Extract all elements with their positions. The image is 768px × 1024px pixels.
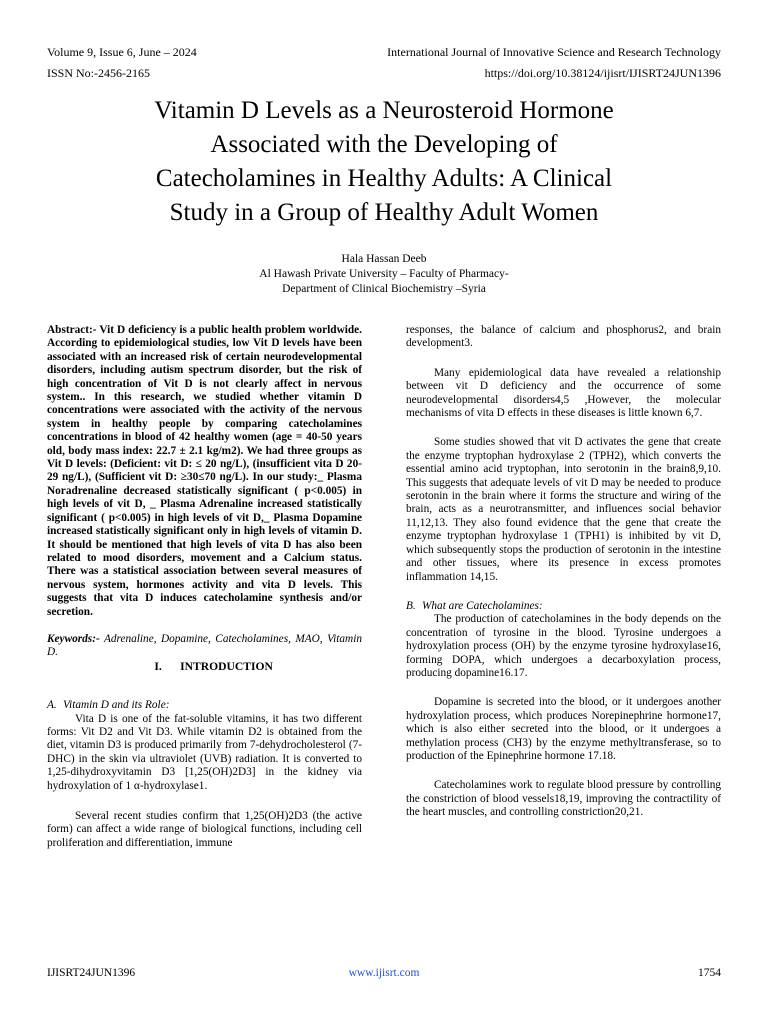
title-line: Catecholamines in Healthy Adults: A Clinical <box>155 165 613 192</box>
footer-paper-id: IJISRT24JUN1396 <box>47 967 136 979</box>
page-number: 1754 <box>698 967 721 979</box>
subsection-heading-vitamin-d <box>47 699 362 712</box>
paper-title <box>40 94 728 230</box>
doi-link[interactable]: https://doi.org/10.38124/ijisrt/IJISRT24JUN1396 <box>484 66 721 80</box>
paragraph: Catecholamines work to regulate blood pressure by controlling the constriction of blood vessels18,19, improving the contractility of the heart muscles, and controlling constriction20,21. <box>406 779 721 819</box>
abstract-text: Vit D deficiency is a public health problem worldwide. According to epidemiological studies, low Vit D levels have been associated with an increased risk of certain neurodevelopmental disorders, including autism spectrum disorder, but the risk of high concentration of Vit D is not clearly affect in nervous system.. In this research, we studied whether vitamin D concentrations were associated with the activity of the nervous system in healthy people by comparing catecholamines concentrations in blood of 42 healthy women (age = 40-50 years old, body mass index: 22.7 ± 2.1 kg/m2). We had three groups as Vit D levels: (Deficient: vit D: ≤ 20 ng/L), (insufficient vita D 20-29 ng/L), (Sufficient vit D: ≥30≤70 ng/L). In our study:_ Plasma Noradrenaline decreased statistically significant ( p<0.005) in high levels of vit D, _ Plasma Adrenaline increased statistically significant ( p<0.005) in high levels of vit D,_ Plasma Dopamine increased statistically significant only in high levels of vitamin D. It should be mentioned that high levels of vita D has also been related to mood disorders, movement and a Calcium status. There was a statistical association between several measures of nervous system, hormones activity and vita D levels. This suggests that vita D induces catecholamine synthesis and/or secretion. <box>47 324 362 618</box>
subsection-title: Vitamin D and its Role: <box>63 699 170 712</box>
paragraph: Dopamine is secreted into the blood, or it undergoes another hydroxylation process, which produces Norepinephrine hormone17, which is also either secreted into the blood, or it undergoes a methylation process (CH3) by the enzyme methyltransferase, so to production of the Epinephrine hormone 17.18. <box>406 696 721 762</box>
subsection-number: A. <box>47 699 57 712</box>
subsection-number: B. <box>406 599 416 612</box>
section-number: I. <box>154 659 162 673</box>
title-line: Study in a Group of Healthy Adult Women <box>169 199 599 226</box>
paragraph: Many epidemiological data have revealed a relationship between vit D deficiency and the occurrence of some neurodevelopmental disorders4,5 ,However, the molecular mechanisms of vita D effects in these diseases is little known 6,7. <box>406 366 721 420</box>
title-line: Associated with the Developing of <box>210 131 558 158</box>
author-department: Department of Clinical Biochemistry –Syria <box>282 283 486 295</box>
paragraph: Several recent studies confirm that 1,25(OH)2D3 (the active form) can affect a wide range of biological functions, including cell proliferation and differentiation, immune <box>47 810 362 849</box>
keywords <box>47 633 362 660</box>
footer-website-link[interactable]: www.ijisrt.com <box>348 967 420 979</box>
abstract <box>47 324 362 619</box>
paragraph: The production of catecholamines in the body depends on the concentration of tyrosine in the blood. Tyrosine undergoes a hydroxylation process (OH) by the enzyme tyrosine hydroxylase16, forming DOPA, which undergoes a decarboxylation process, producing dopamine16.17. <box>406 613 721 679</box>
section-title: INTRODUCTION <box>180 659 273 673</box>
paragraph: Some studies showed that vit D activates the gene that create the enzyme tryptophan hydroxylase 2 (TPH2), which converts the essential amino acid tryptophan, into serotonin in the brain8,9,10. This suggests that adequate levels of vit D may be needed to produce serotonin in the brain where it forms the structure and wiring of the brain, acts as a neurotransmitter, and influences social behavior 11,12,13. They also found evidence that the gene that create the enzyme tryptophan hydroxylase 1 (TPH1) is inhibited by vit D, which subsequently stops the production of serotonin in the intestine and other tissues, where its presence in excess promotes inflammation 14,15. <box>406 436 721 583</box>
author-name: Hala Hassan Deeb <box>341 253 427 265</box>
author-affiliation: Al Hawash Private University – Faculty of Pharmacy- <box>259 268 509 280</box>
left-column <box>47 324 362 850</box>
subsection-heading-catecholamines <box>406 600 721 613</box>
right-column <box>406 324 721 820</box>
paragraph: Vita D is one of the fat-soluble vitamins, it has two different forms: Vit D2 and Vit D3. While vitamin D2 is obtained from the diet, vitamin D3 is produced primarily from 7-dehydrocholesterol (7-DHC) in the skin via ultraviolet (UVB) radiation. It is converted to 1,25-dihydroxyvitamin D3 [1,25(OH)2D3] in the kidney via hydroxylation of 1 α-hydroxylase1. <box>47 712 362 792</box>
issn: ISSN No:-2456-2165 <box>47 66 151 80</box>
title-line: Vitamin D Levels as a Neurosteroid Hormone <box>154 97 614 124</box>
keywords-text: Adrenaline, Dopamine, Catecholamines, MAO, Vitamin D. <box>47 632 362 659</box>
author-block <box>0 252 768 297</box>
subsection-title: What are Catecholamines: <box>422 599 543 612</box>
abstract-label: Abstract:- <box>47 324 97 336</box>
section-heading-introduction <box>47 660 362 673</box>
journal-name: International Journal of Innovative Science and Research Technology <box>387 45 721 59</box>
keywords-label: Keywords:- <box>47 632 100 645</box>
paragraph: responses, the balance of calcium and phosphorus2, and brain development3. <box>406 324 721 350</box>
volume-issue: Volume 9, Issue 6, June – 2024 <box>47 45 197 59</box>
